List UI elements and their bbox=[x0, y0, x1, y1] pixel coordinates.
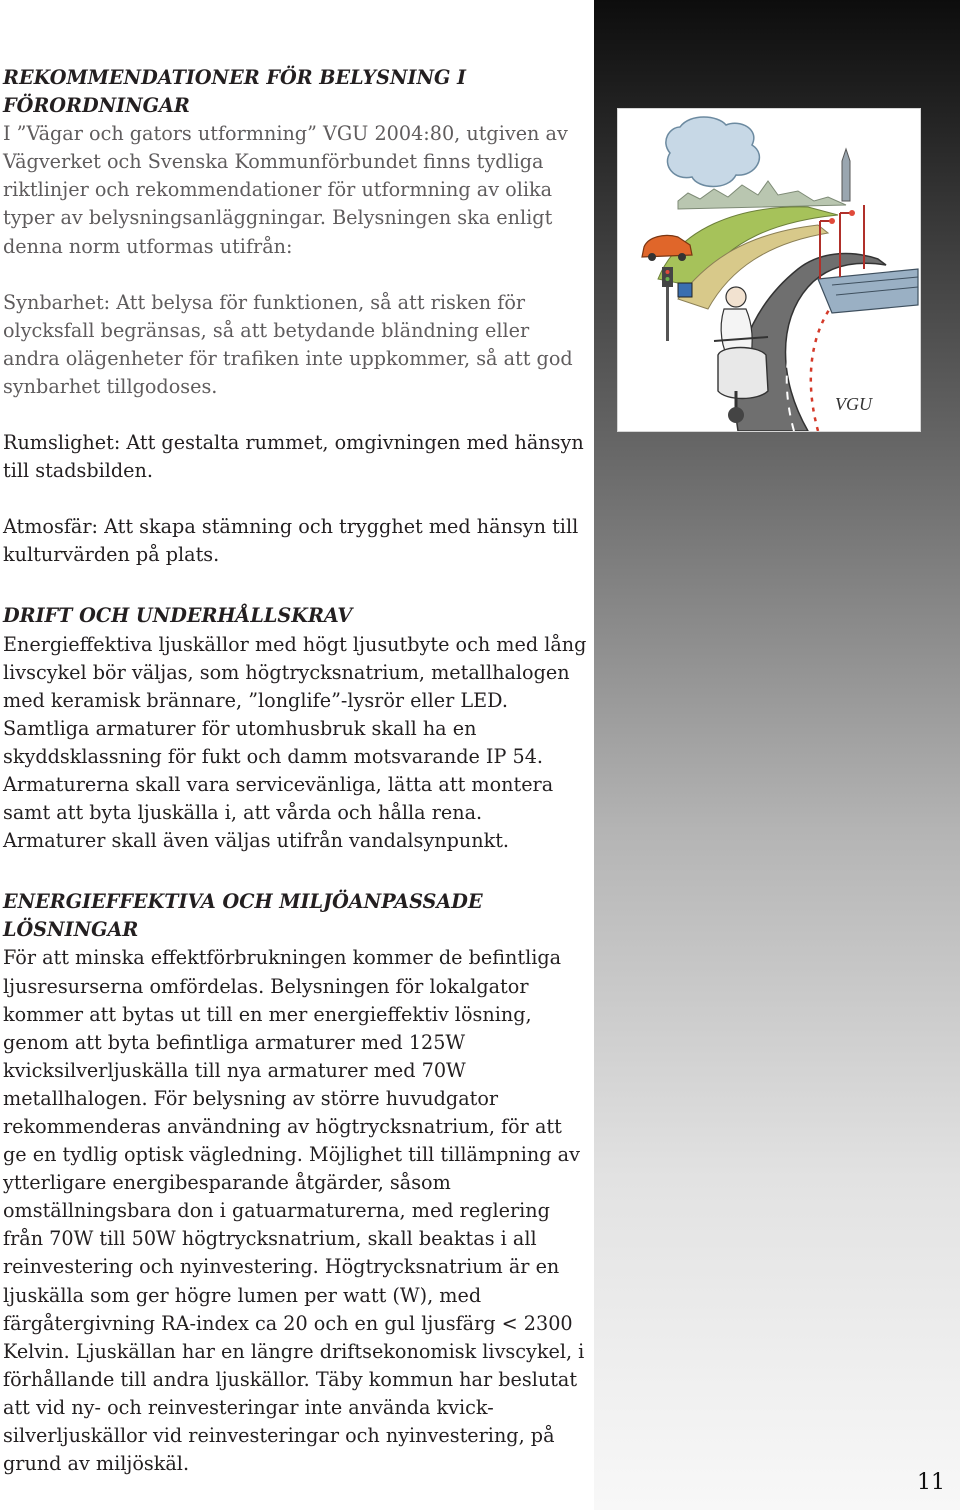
intro-text-dark: Belysningen ska enligt denna norm utformas utifrån: bbox=[3, 206, 553, 258]
illustration-frame bbox=[617, 108, 921, 432]
illustration-credit: VGU bbox=[835, 394, 872, 414]
recommendations-intro bbox=[3, 120, 588, 260]
synbarhet-paragraph: Synbarhet: Att belysa för funktionen, så att risken för olycksfall begränsas, så att betydande bländning eller andra olägenheter för trafiken inte uppkommer, så att god synbarhet tillgodoses. bbox=[3, 290, 573, 398]
street-scene-illustration bbox=[618, 109, 920, 431]
rumslighet-paragraph: Rumslighet: Att gestalta rummet, omgivningen med hänsyn till stadsbilden. bbox=[3, 431, 584, 483]
intro-text-gray: I ”Vägar och gators utformning” VGU 2004:80, utgiven av Vägverket och Svenska Kommunförbundet finns tydliga riktlinjer och rekommendationer för utformning av olika typer av belysningsanläggningar. bbox=[3, 122, 568, 230]
article-body bbox=[3, 64, 588, 1478]
atmosfar-paragraph: Atmosfär: Att skapa stämning och trygghet med hänsyn till kulturvärden på plats. bbox=[3, 515, 579, 567]
section-heading-energy: ENERGIEFFEKTIVA OCH MILJÖANPASSADE LÖSNINGAR bbox=[3, 890, 483, 942]
section-heading-recommendations: REKOMMENDATIONER FÖR BELYSNING I FÖRORDNINGAR bbox=[3, 66, 467, 118]
page-number: 11 bbox=[917, 1470, 945, 1495]
energy-paragraph: För att minska effektförbrukningen kommer de befintliga ljusresurserna omfördelas. Belysningen för lokalgator kommer att bytas ut till en mer energieffektiv lösning, genom att byta befintliga armaturer med 125W kvicksilverljuskälla till nya armaturer med 70W metallhalogen. För belysning av större huvudgator rekommenderas användning av högtrycksnatrium, för att ge en tydlig optisk vägledning. Möjlighet till tillämpning av ytterligare energibesparande åtgärder, såsom omställningsbara don i gatuarmaturerna, med reglering från 70W till 50W högtrycksnatrium, skall beaktas i all reinvestering och nyinvestering. Högtrycksnatrium är en ljuskälla som ger högre lumen per watt (W), med färgåtergivning RA-index ca 20 och en gul ljusfärg < 2300 Kelvin. Ljuskällan har en längre driftsekonomisk livscykel, i förhållande till andra ljuskällor. Täby kommun har beslutat att vid ny- och reinvesteringar inte använda kvick- silverljuskällor vid reinvesteringar och nyinvestering, på grund av miljöskäl. bbox=[3, 946, 585, 1476]
maintenance-paragraph: Energieffektiva ljuskällor med högt ljusutbyte och med lång livscykel bör väljas, som högtrycksnatrium, metallhalogen med keramisk brännare, ”longlife”-lysrör eller LED. Samtliga armaturer för utomhusbruk skall ha en skyddsklassning för fukt och damm motsvarande IP 54. Armaturerna skall vara servicevänliga, lätta att montera samt att byta ljuskälla i, att vårda och hålla rena. Armaturer skall även väljas utifrån vandalsynpunkt. bbox=[3, 632, 587, 853]
section-heading-maintenance: DRIFT OCH UNDERHÅLLSKRAV bbox=[3, 604, 353, 628]
